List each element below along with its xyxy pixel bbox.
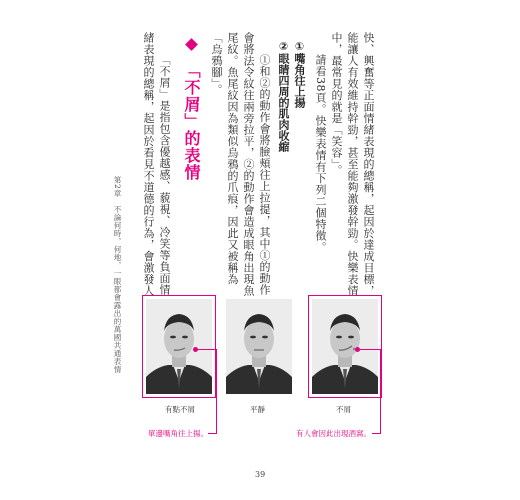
body-column-1: 快、興奮等正面情緒表現的總稱，起因於達成目標，	[362, 32, 375, 297]
body-column-9: 尾紋。魚尾紋因為類似烏鴉的爪痕，因此又被稱為	[226, 32, 239, 285]
body-column-3: 中，最常見的就是「笑容」。	[330, 32, 343, 176]
body-column-11: 「不屑」是指包含優越感、藐視、冷笑等負面情	[158, 54, 171, 296]
body-column-8: 會將法令紋往兩旁拉平，②的動作會造成眼角出現魚	[242, 32, 255, 297]
photo-label-slight-disdain: 有點不屑	[165, 405, 195, 414]
face-portrait-icon	[146, 299, 212, 394]
note-disdain: 有人會因此出現酒窩。	[296, 429, 371, 438]
body-column-4: 請看38頁。快樂表情有下列二個特徵。	[314, 54, 327, 253]
body-column-10: 「烏鴉腳」。	[210, 32, 223, 96]
photo-label-disdain: 不屑	[336, 405, 351, 414]
photo-disdain	[312, 299, 378, 394]
annotation-line-left-h2	[208, 433, 217, 434]
annotation-line-right-h	[358, 349, 380, 350]
section-heading-text: 「不屑」的表情	[182, 62, 201, 182]
note-slight-disdain: 單邊嘴角往上揚。	[148, 429, 208, 438]
body-column-7: ①和②的動作會將臉頰往上拉提，其中①的動作	[258, 54, 271, 296]
photo-label-neutral: 平靜	[250, 405, 265, 414]
photo-neutral	[226, 299, 292, 394]
chapter-label: 第2章 不論何時，何地，一眼都會露出的萬國共通表情	[113, 176, 122, 374]
annotation-line-right-v	[380, 349, 381, 433]
feature-2: ②眼睛四周的肌肉收縮	[277, 40, 290, 152]
face-portrait-icon	[312, 299, 378, 394]
diamond-icon	[185, 38, 198, 51]
annotation-line-left-h	[196, 349, 216, 350]
annotation-line-left-v	[216, 349, 217, 433]
face-portrait-icon	[226, 299, 292, 394]
page-number: 39	[255, 470, 266, 479]
annotation-line-right-h2	[372, 433, 381, 434]
section-heading	[180, 40, 203, 181]
body-column-2: 能讓人有效維持幹勁，甚至能夠激發幹勁。快樂表情	[346, 32, 359, 297]
feature-1: ①嘴角往上揚	[293, 40, 306, 108]
photo-slight-disdain	[146, 299, 212, 394]
body-column-12: 緒表現的總稱，起因於看見不道德的行為，會激發人	[142, 32, 155, 297]
